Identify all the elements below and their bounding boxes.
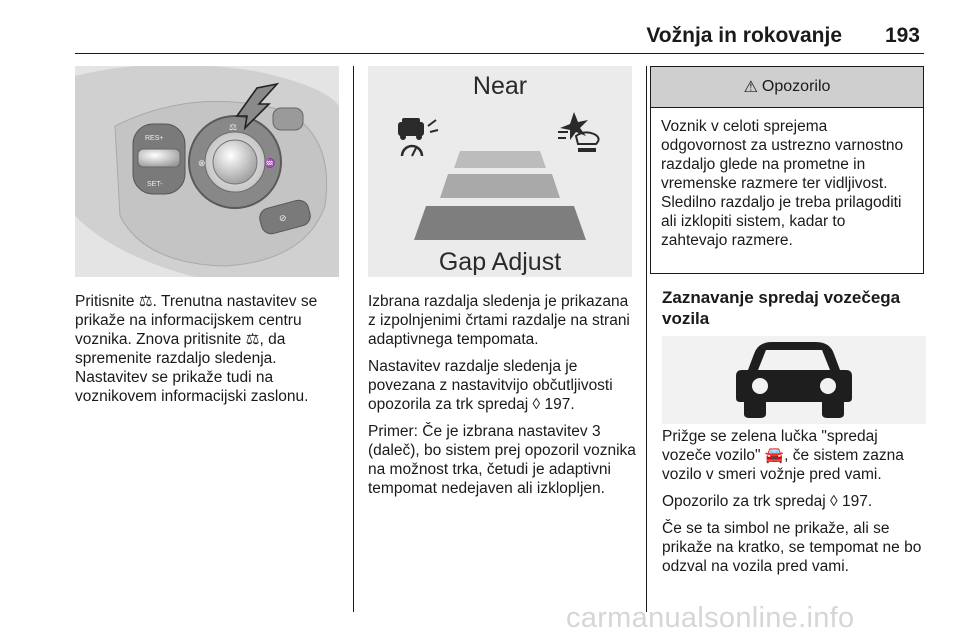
vehicle-ahead-figure [662,336,926,424]
res-label: RES+ [145,135,164,142]
svg-text:⚖: ⚖ [229,122,238,132]
collision-warning-icon [558,112,599,152]
column-divider-2 [646,66,647,612]
steering-wheel-figure [75,66,339,277]
watermark: carmanualsonline.info [566,602,855,634]
warning-text: Voznik v celoti sprejema odgovornost za ustrezno varnostno razdaljo glede na prometne in vremenske razmere ter vidljivost. Sledilno razdaljo je treba prilagoditi ali izklopiti sistem, kadar to zahtevajo razmere. [661,118,904,249]
steering-wheel-illustration [75,66,339,277]
column-3-text [662,427,928,584]
vehicle-speed-icon [398,118,438,156]
paragraph: Nastavitev razdalje sledenja je povezana z nastavitvijo občutljivosti opozorila za trk spredaj ◊ 197. [368,358,613,413]
distance-bar-2 [440,174,560,198]
svg-text:⊘: ⊘ [279,213,287,223]
chapter-title: Vožnja in rokovanje [646,24,842,47]
paragraph: Izbrana razdalja sledenja je prikazana z izpolnjenimi črtami razdalje na strani adaptivnega tempomata. [368,293,630,348]
distance-bar-1 [454,151,546,168]
header-rule [75,53,924,54]
svg-text:♒: ♒ [264,158,276,168]
warning-box [650,66,924,274]
paragraph: Primer: Če je izbrana nastavitev 3 (daleč), bo sistem prej opozoril voznika na možnost trka, četudi je adaptivni tempomat nedejaven ali izklopljen. [368,423,636,497]
paragraph: Če se ta simbol ne prikaže, ali se prikaže na kratko, se tempomat ne bo odzval na vozila pred vami. [662,520,922,575]
paragraph: Pritisnite ⚖. Trenutna nastavitev se prikaže na informacijskem centru voznika. Znova pritisnite ⚖, da spremenite razdaljo sledenja. Nastavitev se prikaže tudi na voznikovem informacijski zaslonu. [75,293,318,405]
column-2-text [368,292,638,506]
warning-title: Opozorilo [761,78,831,95]
warning-triangle-icon: ⚠ [743,79,758,96]
set-label: SET- [147,181,163,188]
paragraph: Opozorilo za trk spredaj ◊ 197. [662,493,873,510]
vehicle-ahead-icon [662,336,926,424]
paragraph: Prižge se zelena lučka "spredaj vozeče vozilo" 🚘, če sistem zazna vozilo v smeri vožnje pred vami. [662,428,904,483]
gap-adjust-label: Gap Adjust [438,248,562,276]
distance-bar-3 [414,206,586,240]
near-label: Near [472,72,528,100]
section-heading: Zaznavanje spredaj vozečega vozila [662,288,901,328]
gap-adjust-display [368,66,632,277]
page-header [0,0,960,56]
svg-text:⊗: ⊗ [198,158,206,168]
column-1-text [75,292,345,414]
gap-adjust-figure [368,66,632,277]
column-divider-1 [353,66,354,612]
page-number: 193 [884,24,920,47]
warning-header [651,67,923,108]
